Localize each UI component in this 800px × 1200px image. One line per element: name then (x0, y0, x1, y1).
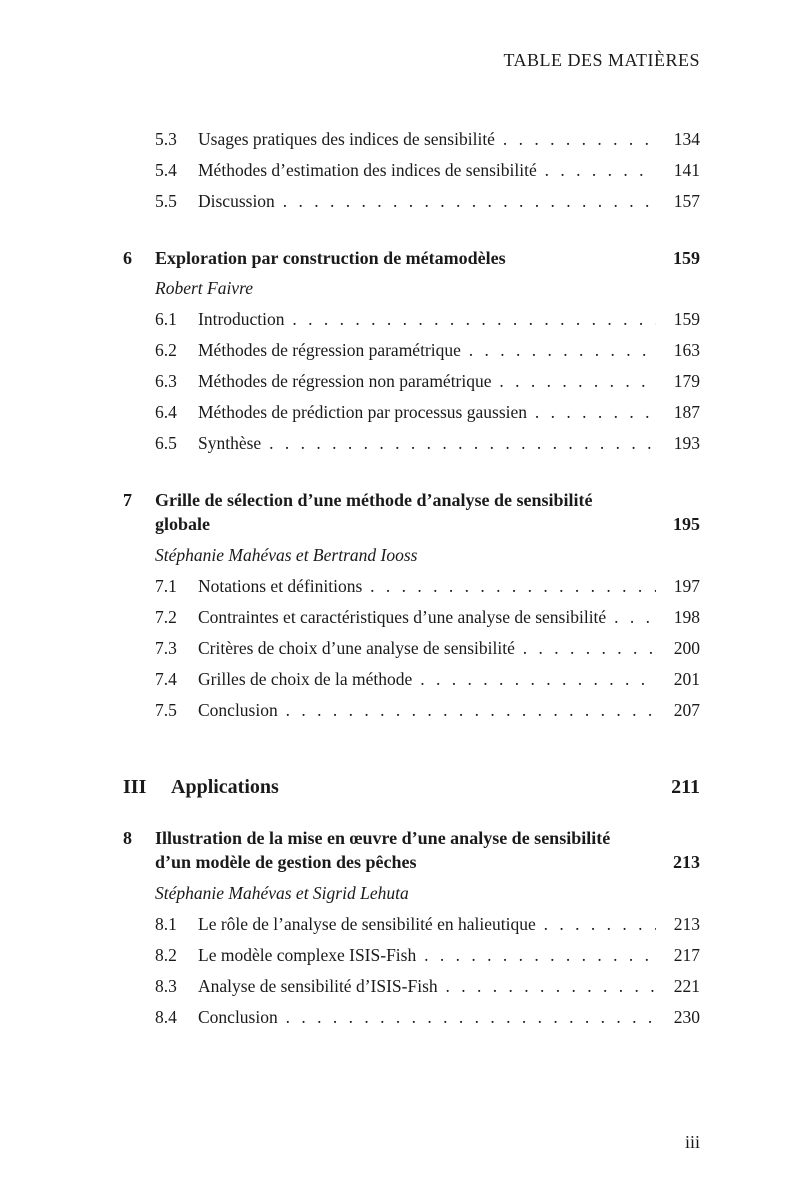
page-number: 211 (671, 776, 700, 798)
chapter-number: 6 (123, 248, 132, 268)
page-number: 230 (673, 1007, 700, 1027)
toc-entry[interactable] (123, 366, 700, 397)
section-title: Synthèse . . . (198, 428, 656, 459)
part-title: Applications (171, 776, 279, 798)
part-heading[interactable] (123, 772, 700, 802)
toc-entry[interactable] (123, 940, 700, 971)
section-title: Méthodes de prédiction par processus gaussien . . . (198, 397, 656, 428)
part-number: III (123, 776, 147, 798)
toc-entry[interactable] (123, 304, 700, 335)
toc-entry[interactable] (123, 428, 700, 459)
page-number: 179 (673, 371, 700, 391)
chapter-title-line-2: globale (155, 514, 211, 534)
toc-entry[interactable] (123, 571, 700, 602)
chapter-title-line-2: d’un modèle de gestion des pêches (155, 852, 417, 872)
page-number: 213 (673, 914, 700, 934)
toc-entry[interactable] (123, 1002, 700, 1033)
toc-entry[interactable] (123, 633, 700, 664)
section-number: 6.5 (155, 433, 177, 453)
page-number: 221 (673, 976, 700, 996)
toc-entry[interactable] (123, 695, 700, 726)
chapter-heading[interactable] (123, 826, 700, 874)
section-number: 6.1 (155, 309, 177, 329)
section-number: 5.3 (155, 129, 177, 149)
page-number: 159 (673, 248, 700, 268)
section-title: Notations et définitions . . . (198, 571, 656, 602)
page-number: 201 (673, 669, 700, 689)
page-number: 217 (673, 945, 700, 965)
section-number: 8.1 (155, 914, 177, 934)
page-number: 197 (673, 576, 700, 596)
section-title: Introduction . . . (198, 304, 656, 335)
toc-entry[interactable] (123, 335, 700, 366)
section-number: 6.4 (155, 402, 177, 422)
section-title: Conclusion . . . (198, 1002, 656, 1033)
page-number: 213 (673, 852, 700, 872)
chapter-title-line-1: Illustration de la mise en œuvre d’une analyse de sensibilité (155, 828, 611, 848)
section-number: 5.4 (155, 160, 177, 180)
section-title: Conclusion . . . (198, 695, 656, 726)
section-number: 6.2 (155, 340, 177, 360)
running-head: TABLE DES MATIÈRES (503, 50, 700, 70)
table-of-contents (123, 124, 700, 1033)
page-number: 163 (673, 340, 700, 360)
chapter-number: 8 (123, 828, 132, 848)
chapter-title: Exploration par construction de métamodèles (155, 248, 506, 268)
section-title: Grilles de choix de la méthode . . . (198, 664, 656, 695)
page-number: 159 (673, 309, 700, 329)
section-number: 7.1 (155, 576, 177, 596)
section-number: 7.2 (155, 607, 177, 627)
toc-entry[interactable] (123, 155, 700, 186)
section-title: Analyse de sensibilité d’ISIS-Fish . . . (198, 971, 656, 1002)
chapter-author: Stéphanie Mahévas et Bertrand Iooss (155, 545, 418, 565)
section-title: Méthodes d’estimation des indices de sensibilité . . . (198, 155, 656, 186)
toc-entry[interactable] (123, 124, 700, 155)
section-title: Méthodes de régression non paramétrique . . . (198, 366, 656, 397)
chapter-title-line-1: Grille de sélection d’une méthode d’analyse de sensibilité (155, 490, 593, 510)
chapter-author: Stéphanie Mahévas et Sigrid Lehuta (155, 883, 409, 903)
toc-entry[interactable] (123, 186, 700, 217)
section-number: 8.2 (155, 945, 177, 965)
page-number: 134 (673, 129, 700, 149)
chapter-author: Robert Faivre (155, 278, 254, 298)
page-number: 193 (673, 433, 700, 453)
page-number: 141 (673, 160, 700, 180)
section-title: Méthodes de régression paramétrique . . . (198, 335, 656, 366)
section-title: Contraintes et caractéristiques d’une analyse de sensibilité . . . (198, 602, 656, 633)
chapter-heading[interactable] (123, 243, 700, 273)
section-number: 7.4 (155, 669, 177, 689)
toc-entry[interactable] (123, 909, 700, 940)
page-number: 187 (673, 402, 700, 422)
page-folio: iii (684, 1132, 700, 1152)
toc-entry[interactable] (123, 664, 700, 695)
section-number: 8.4 (155, 1007, 177, 1027)
section-title: Le rôle de l’analyse de sensibilité en halieutique . . . (198, 909, 656, 940)
section-title: Discussion . . . (198, 186, 656, 217)
section-title: Usages pratiques des indices de sensibilité . . . (198, 124, 656, 155)
page-number: 198 (673, 607, 700, 627)
section-number: 7.3 (155, 638, 177, 658)
chapter-heading[interactable] (123, 488, 700, 536)
page-number: 157 (673, 191, 700, 211)
page-number: 195 (673, 514, 700, 534)
section-number: 7.5 (155, 700, 177, 720)
section-title: Le modèle complexe ISIS-Fish . . . (198, 940, 656, 971)
toc-entry[interactable] (123, 602, 700, 633)
toc-entry[interactable] (123, 971, 700, 1002)
toc-entry[interactable] (123, 397, 700, 428)
section-number: 5.5 (155, 191, 177, 211)
section-number: 8.3 (155, 976, 177, 996)
section-title: Critères de choix d’une analyse de sensibilité . . . (198, 633, 656, 664)
page-number: 207 (673, 700, 700, 720)
page-number: 200 (673, 638, 700, 658)
section-number: 6.3 (155, 371, 177, 391)
chapter-number: 7 (123, 490, 132, 510)
